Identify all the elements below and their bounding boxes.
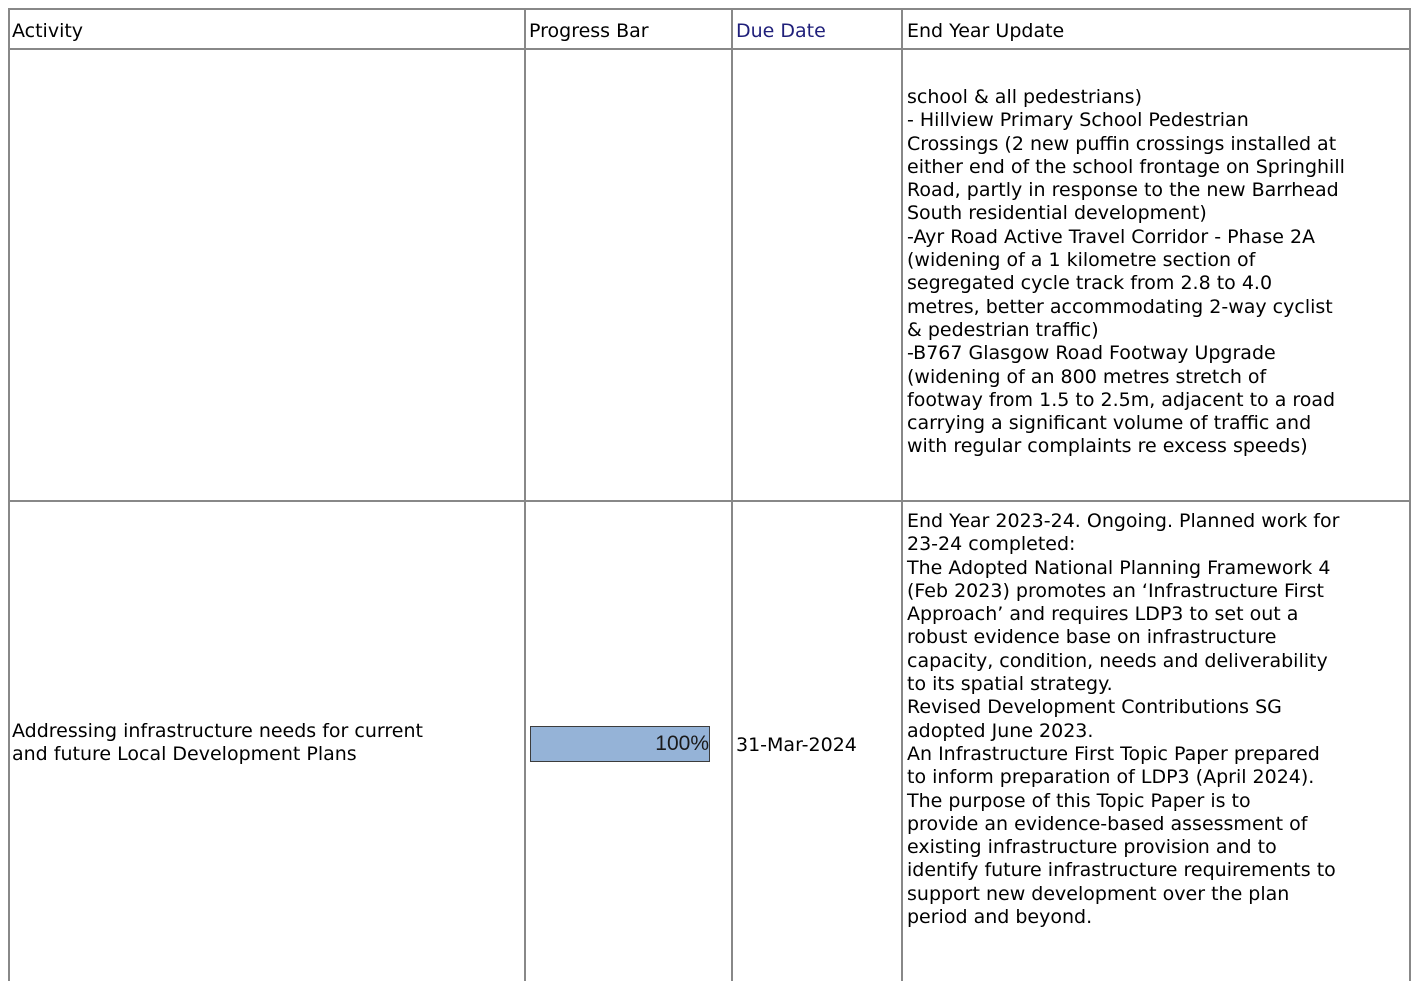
- row-1-bottom-border: [8, 500, 1411, 502]
- row-2-due-date: 31-Mar-2024: [736, 734, 857, 756]
- header-activity: Activity: [12, 20, 84, 42]
- table-top-border: [8, 8, 1411, 10]
- row-2-end-year-update: End Year 2023-24. Ongoing. Planned work for 23-24 completed: The Adopted National Planning Framework 4 (Feb 2023) promotes an ‘Infrastructure First Approach’ and requires LDP3 to set out a robust evidence base on infrastructure capacity, condition, needs and deliverability to its spatial strategy. Revised Development Contributions SG adopted June 2023. An Infrastructure First Topic Paper prepared to inform preparation of LDP3 (April 2024). The purpose of this Topic Paper is to provide an evidence-based assessment of existing infrastructure provision and to identify future infrastructure requirements to support new development over the plan period and beyond.: [907, 510, 1340, 929]
- row-2-activity: Addressing infrastructure needs for current and future Local Development Plans: [12, 720, 423, 766]
- row-1-end-year-update: school & all pedestrians) - Hillview Primary School Pedestrian Crossings (2 new puffin crossings installed at either end of the school frontage on Springhill Road, partly in response to the new Barrhead South residential development) -Ayr Road Active Travel Corridor - Phase 2A (widening of a 1 kilometre section of segregated cycle track from 2.8 to 4.0 metres, better accommodating 2-way cyclist & pedestrian traffic) -B767 Glasgow Road Footway Upgrade (widening of an 800 metres stretch of footway from 1.5 to 2.5m, adjacent to a road carrying a significant volume of traffic and with regular complaints re excess speeds): [907, 86, 1345, 458]
- header-progress-bar: Progress Bar: [529, 20, 649, 42]
- header-bottom-border: [8, 48, 1411, 50]
- header-due-date-link[interactable]: Due Date: [736, 20, 826, 42]
- table-left-border: [8, 8, 10, 981]
- column-divider-due-date: [901, 8, 903, 981]
- column-divider-activity: [524, 8, 526, 981]
- progress-label: 100%: [655, 732, 709, 755]
- column-divider-progress: [731, 8, 733, 981]
- table-right-border: [1409, 8, 1411, 981]
- header-end-year-update: End Year Update: [907, 20, 1065, 42]
- progress-bar: [530, 726, 710, 762]
